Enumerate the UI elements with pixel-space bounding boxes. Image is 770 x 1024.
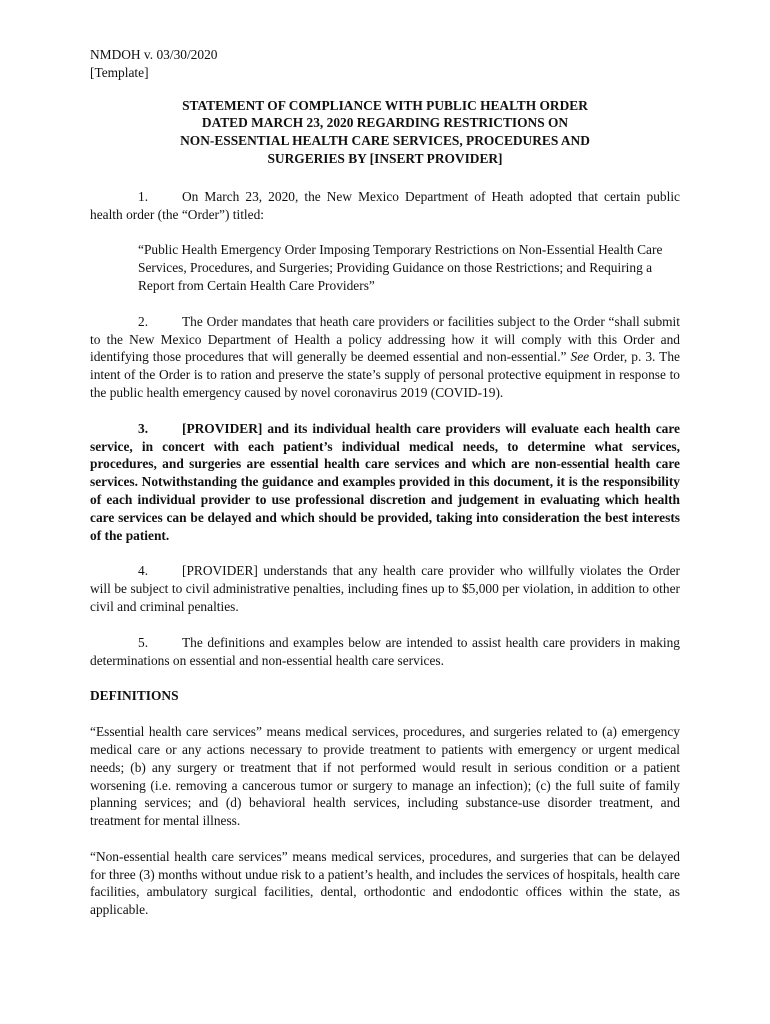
paragraph-text: On March 23, 2020, the New Mexico Department of Heath adopted that certain public health order (the “Order”) titled: xyxy=(90,188,680,222)
title-line: SURGERIES BY [INSERT PROVIDER] xyxy=(267,150,503,166)
template-label: [Template] xyxy=(90,64,149,80)
definition-non-essential: “Non-essential health care services” means medical services, procedures, and surgeries that can be delayed for three (3) months without undue risk to a patient’s health, and includes the services of hospitals, health care facilities, ambulatory surgical facilities, dental, orthodontic and endodontic offices within the state, as applicable. xyxy=(90,848,680,918)
paragraph-number: 1. xyxy=(138,188,149,204)
paragraph-text: Order, p. 3. The intent of the Order is to ration and preserve the state’s supply of personal protective equipment in response to the public health emergency caused by novel coronavirus 2019 (COVID-19). xyxy=(90,349,680,400)
order-title-quote: “Public Health Emergency Order Imposing Temporary Restrictions on Non-Essential Health Care Services, Procedures, and Surgeries; Providing Guidance on those Restrictions; and Requiring a Report from Certain Health Care Providers” xyxy=(138,242,663,293)
citation-signal: See xyxy=(570,349,590,365)
paragraph-3 xyxy=(90,420,680,545)
title-line: NON-ESSENTIAL HEALTH CARE SERVICES, PROCEDURES AND xyxy=(180,133,590,149)
paragraph-text: The definitions and examples below are intended to assist health care providers in making determinations on essential and non-essential health care services. xyxy=(90,634,680,668)
paragraph-text: [PROVIDER] and its individual health care providers will evaluate each health care service, in concert with each patient’s individual medical needs, to determine what services, procedures, and surgeries are essential health care services and which are non-essential health care services. Notwithstanding the guidance and examples provided in this document, it is the responsibility of each individual provider to use professional discretion and judgement in evaluating which health care services can be delayed and which should be provided, taking into consideration the best interests of the patient. xyxy=(90,420,680,543)
paragraph-1 xyxy=(90,188,680,224)
paragraph-5 xyxy=(90,634,680,670)
paragraph-number: 3. xyxy=(138,420,149,436)
paragraph-number: 5. xyxy=(138,634,149,650)
paragraph-number: 4. xyxy=(138,563,149,579)
definitions-heading: DEFINITIONS xyxy=(90,688,179,704)
paragraph-text: The Order mandates that heath care providers or facilities subject to the Order “shall submit to the New Mexico Department of Health a policy addressing how it will comply with this Order and identifying those procedures that will generally be deemed essential and non-essential.” xyxy=(90,313,680,365)
paragraph-number: 2. xyxy=(138,313,149,329)
title-line: DATED MARCH 23, 2020 REGARDING RESTRICTIONS ON xyxy=(201,115,569,131)
paragraph-text: [PROVIDER] understands that any health care provider who willfully violates the Order will be subject to civil administrative penalties, including fines up to $5,000 per violation, in addition to other civil and criminal penalties. xyxy=(90,563,680,614)
paragraph-4 xyxy=(90,562,680,615)
document-header xyxy=(90,46,680,82)
title-line: STATEMENT OF COMPLIANCE WITH PUBLIC HEALTH ORDER xyxy=(182,97,588,113)
document-title xyxy=(90,97,680,168)
paragraph-2 xyxy=(90,313,680,402)
version-label: NMDOH v. 03/30/2020 xyxy=(90,47,218,62)
definition-essential: “Essential health care services” means medical services, procedures, and surgeries related to (a) emergency medical care or any actions necessary to provide treatment to patients with emergency or urgent medical needs; (b) any surgery or treatment that if not performed would result in serious condition or a patient worsening (i.e. removing a cancerous tumor or surgery to manage an infection); (c) the full suite of family planning services; and (d) behavioral health services, including substance-use disorder treatment, and treatment for mental illness. xyxy=(90,724,680,829)
